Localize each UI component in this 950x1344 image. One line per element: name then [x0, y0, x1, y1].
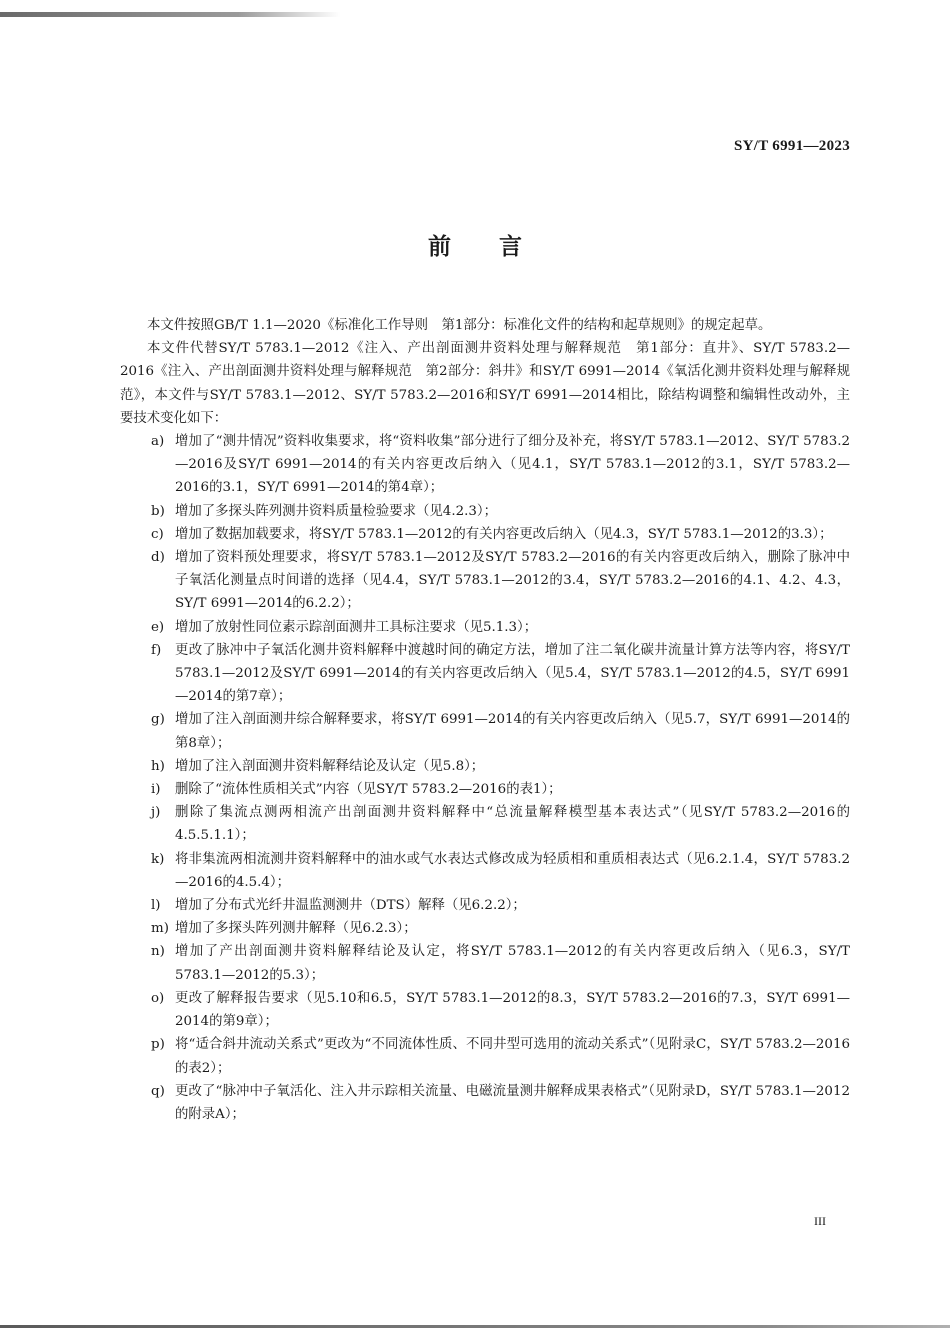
list-marker: d)	[151, 550, 165, 566]
list-marker: f)	[151, 642, 162, 658]
list-item	[120, 987, 850, 1033]
list-item-text: 增加了注入剖面测井资料解释结论及认定（见5.8）；	[175, 758, 485, 774]
list-marker: c)	[151, 526, 164, 542]
list-item	[120, 708, 850, 754]
list-item	[120, 755, 850, 778]
list-marker: i)	[151, 782, 161, 798]
list-item-text: 增加了“测井情况”资料收集要求，将“资料收集”部分进行了细分及补充，将SY/T 5783.1—2012、SY/T 5783.2—2016及SY/T 6991—2014的有关内容更改后纳入（见4.1，SY/T 5783.1—2012的3.1，SY/T 5783.2—2016的3.1，SY/T 6991—2014的第4章）；	[175, 434, 850, 496]
list-item	[120, 1080, 850, 1126]
list-item-text: 将“适合斜井流动关系式”更改为“不同流体性质、不同井型可选用的流动关系式”（见附录C，SY/T 5783.2—2016的表2）；	[175, 1037, 850, 1076]
page-title: 前言	[428, 234, 570, 260]
list-item	[120, 917, 850, 940]
list-item-text: 增加了多探头阵列测井资料质量检验要求（见4.2.3）；	[175, 503, 497, 519]
list-marker: a)	[151, 434, 165, 450]
list-item-text: 删除了集流点测两相流产出剖面测井资料解释中“总流量解释模型基本表达式”（见SY/T 5783.2—2016的4.5.5.1.1）；	[175, 805, 850, 844]
list-item	[120, 616, 850, 639]
list-item	[120, 430, 850, 500]
list-marker: n)	[151, 944, 165, 960]
list-item-text: 增加了放射性同位素示踪剖面测井工具标注要求（见5.1.3）；	[175, 619, 538, 635]
page-number: III	[814, 1214, 826, 1228]
list-item-text: 增加了产出剖面测井资料解释结论及认定，将SY/T 5783.1—2012的有关内容更改后纳入（见6.3，SY/T 5783.1—2012的5.3）；	[175, 944, 850, 983]
list-marker: o)	[151, 990, 165, 1006]
scan-edge-top	[0, 12, 340, 17]
list-item-text: 将非集流两相流测井资料解释中的油水或气水表达式修改成为轻质相和重质相表达式（见6.2.1.4，SY/T 5783.2—2016的4.5.4）；	[175, 851, 850, 890]
list-marker: e)	[151, 619, 165, 635]
list-marker: j)	[151, 805, 161, 821]
list-item	[120, 894, 850, 917]
list-item-text: 增加了资料预处理要求，将SY/T 5783.1—2012及SY/T 5783.2—2016的有关内容更改后纳入，删除了脉冲中子氧活化测量点时间谱的选择（见4.4，SY/T 5783.1—2012的3.4，SY/T 5783.2—2016的4.1、4.2、4.3，SY/T 6991—2014的6.2.2）；	[175, 550, 850, 612]
list-item	[120, 940, 850, 986]
list-item-text: 删除了“流体性质相关式”内容（见SY/T 5783.2—2016的表1）；	[175, 782, 562, 798]
scan-edge-bottom	[0, 1325, 950, 1328]
list-marker: l)	[151, 898, 161, 914]
list-item	[120, 639, 850, 709]
list-marker: q)	[151, 1083, 165, 1099]
document-code: SY/T 6991—2023	[733, 138, 850, 154]
list-marker: g)	[151, 712, 165, 728]
list-item-text: 增加了数据加载要求，将SY/T 5783.1—2012的有关内容更改后纳入（见4.3，SY/T 5783.1—2012的3.3）；	[175, 526, 833, 542]
list-item-text: 更改了脉冲中子氧活化测井资料解释中渡越时间的确定方法，增加了注二氧化碳井流量计算方法等内容，将SY/T 5783.1—2012及SY/T 6991—2014的有关内容更改后纳入（见5.4，SY/T 5783.1—2012的4.5，SY/T 6991—2014的第7章）；	[175, 642, 850, 705]
list-marker: b)	[151, 503, 165, 519]
list-item-text: 增加了注入剖面测井综合解释要求，将SY/T 6991—2014的有关内容更改后纳入（见5.7，SY/T 6991—2014的第8章）；	[175, 712, 850, 751]
list-item-text: 更改了“脉冲中子氧活化、注入井示踪相关流量、电磁流量测井解释成果表格式”（见附录D，SY/T 5783.1—2012的附录A）；	[175, 1083, 850, 1122]
list-marker: k)	[151, 851, 165, 867]
technical-changes-list	[120, 430, 850, 1126]
list-item-text: 增加了多探头阵列测井解释（见6.2.3）；	[175, 921, 417, 937]
list-item-text: 更改了解释报告要求（见5.10和6.5，SY/T 5783.1—2012的8.3，SY/T 5783.2—2016的7.3，SY/T 6991—2014的第9章）；	[175, 990, 850, 1030]
list-marker: h)	[151, 758, 165, 774]
list-item	[120, 801, 850, 847]
list-item	[120, 778, 850, 801]
paragraph-replacement-statement: 本文件代替SY/T 5783.1—2012《注入、产出剖面测井资料处理与解释规范 第1部分：直井》、SY/T 5783.2—2016《注入、产出剖面测井资料处理与解释规范 第2部分：斜井》和SY/T 6991—2014《氧活化测井资料处理与解释规范》，本文件与SY/T 5783.1—2012、SY/T 5783.2—2016和SY/T 6991—2014相比，除结构调整和编辑性改动外，主要技术变化如下：	[120, 341, 850, 426]
list-item	[120, 500, 850, 523]
paragraph-drafting-basis: 本文件按照GB/T 1.1—2020《标准化工作导则 第1部分：标准化文件的结构和起草规则》的规定起草。	[147, 318, 772, 333]
list-item	[120, 546, 850, 616]
list-item-text: 增加了分布式光纤井温监测测井（DTS）解释（见6.2.2）；	[175, 898, 526, 914]
list-item	[120, 848, 850, 894]
list-item	[120, 523, 850, 546]
list-marker: p)	[151, 1037, 165, 1053]
foreword-body	[120, 314, 850, 1126]
list-item	[120, 1033, 850, 1079]
list-marker: m)	[151, 921, 169, 937]
